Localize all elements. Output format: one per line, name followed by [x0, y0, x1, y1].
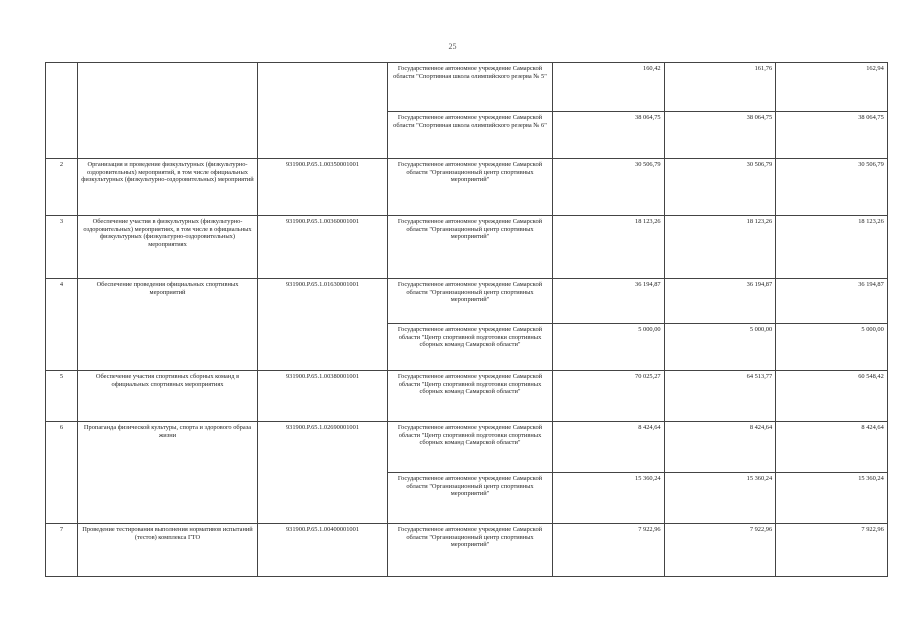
cell-value-2: 161,76 — [664, 63, 776, 112]
cell-num: 2 — [46, 159, 78, 216]
cell-value-2: 36 194,87 — [664, 279, 776, 324]
cell-value-3: 30 506,79 — [776, 159, 888, 216]
cell-name: Обеспечение участия в физкультурных (физкультурно-оздоровительных) мероприятиях, в том числе в официальных физкультурных (физкультурно-оздоровительных) мероприятиях — [78, 216, 258, 279]
table-row — [46, 159, 888, 216]
cell-num: 7 — [46, 524, 78, 577]
cell-name: Обеспечение участия спортивных сборных команд в официальных спортивных мероприятиях — [78, 371, 258, 422]
cell-value-3: 8 424,64 — [776, 422, 888, 473]
cell-value-2: 18 123,26 — [664, 216, 776, 279]
page-number: 25 — [448, 42, 457, 51]
table-row — [46, 63, 888, 112]
table-row — [46, 279, 888, 324]
table-row — [46, 216, 888, 279]
cell-value-1: 70 025,27 — [553, 371, 665, 422]
cell-org: Государственное автономное учреждение Самарской области "Центр спортивной подготовки спортивных сборных команд Самарской области" — [388, 324, 553, 371]
cell-org: Государственное автономное учреждение Самарской области "Организационный центр спортивных мероприятий" — [388, 216, 553, 279]
cell-value-1: 18 123,26 — [553, 216, 665, 279]
cell-value-3: 5 000,00 — [776, 324, 888, 371]
cell-value-1: 5 000,00 — [553, 324, 665, 371]
cell-value-3: 162,94 — [776, 63, 888, 112]
cell-code: 931900.Р.65.1.00400001001 — [258, 524, 388, 577]
cell-value-3: 36 194,87 — [776, 279, 888, 324]
cell-value-1: 30 506,79 — [553, 159, 665, 216]
cell-value-3: 18 123,26 — [776, 216, 888, 279]
cell-org: Государственное автономное учреждение Самарской области "Центр спортивной подготовки спортивных сборных команд Самарской области" — [388, 422, 553, 473]
cell-num — [46, 63, 78, 159]
cell-name — [78, 63, 258, 159]
cell-value-2: 30 506,79 — [664, 159, 776, 216]
cell-num: 3 — [46, 216, 78, 279]
cell-org: Государственное автономное учреждение Самарской области "Организационный центр спортивных мероприятий" — [388, 524, 553, 577]
cell-value-2: 8 424,64 — [664, 422, 776, 473]
cell-code: 931900.Р.65.1.00360001001 — [258, 216, 388, 279]
cell-org: Государственное автономное учреждение Самарской области "Организационный центр спортивных мероприятий" — [388, 279, 553, 324]
cell-num: 4 — [46, 279, 78, 371]
cell-value-2: 5 000,00 — [664, 324, 776, 371]
cell-value-3: 15 360,24 — [776, 473, 888, 524]
cell-code: 931900.Р.65.1.01630001001 — [258, 279, 388, 371]
cell-value-3: 7 922,96 — [776, 524, 888, 577]
cell-value-3: 60 548,42 — [776, 371, 888, 422]
table-row — [46, 524, 888, 577]
cell-num: 5 — [46, 371, 78, 422]
cell-value-2: 15 360,24 — [664, 473, 776, 524]
cell-value-1: 38 064,75 — [553, 112, 665, 159]
services-table — [45, 62, 888, 577]
cell-num: 6 — [46, 422, 78, 524]
cell-name: Обеспечение проведения официальных спортивных мероприятий — [78, 279, 258, 371]
table-row — [46, 371, 888, 422]
cell-value-3: 38 064,75 — [776, 112, 888, 159]
cell-value-2: 38 064,75 — [664, 112, 776, 159]
cell-value-1: 7 922,96 — [553, 524, 665, 577]
cell-org: Государственное автономное учреждение Самарской области "Организационный центр спортивных мероприятий" — [388, 473, 553, 524]
cell-value-1: 8 424,64 — [553, 422, 665, 473]
cell-value-1: 160,42 — [553, 63, 665, 112]
cell-value-1: 36 194,87 — [553, 279, 665, 324]
cell-org: Государственное автономное учреждение Самарской области "Спортивная школа олимпийского резерва № 5" — [388, 63, 553, 112]
cell-code: 931900.Р.65.1.02690001001 — [258, 422, 388, 524]
cell-name: Пропаганда физической культуры, спорта и здорового образа жизни — [78, 422, 258, 524]
cell-code: 931900.Р.65.1.00380001001 — [258, 371, 388, 422]
cell-name: Проведение тестирования выполнения нормативов испытаний (тестов) комплекса ГТО — [78, 524, 258, 577]
cell-org: Государственное автономное учреждение Самарской области "Организационный центр спортивных мероприятий" — [388, 159, 553, 216]
cell-name: Организация и проведение физкультурных (физкультурно-оздоровительных) мероприятий, в том числе официальных физкультурных (физкультурно-оздоровительных) мероприятий — [78, 159, 258, 216]
cell-value-1: 15 360,24 — [553, 473, 665, 524]
cell-value-2: 7 922,96 — [664, 524, 776, 577]
cell-org: Государственное автономное учреждение Самарской области "Спортивная школа олимпийского резерва № 6" — [388, 112, 553, 159]
cell-org: Государственное автономное учреждение Самарской области "Центр спортивной подготовки спортивных сборных команд Самарской области" — [388, 371, 553, 422]
cell-code: 931900.Р.65.1.00350001001 — [258, 159, 388, 216]
cell-code — [258, 63, 388, 159]
cell-value-2: 64 513,77 — [664, 371, 776, 422]
table-row — [46, 422, 888, 473]
